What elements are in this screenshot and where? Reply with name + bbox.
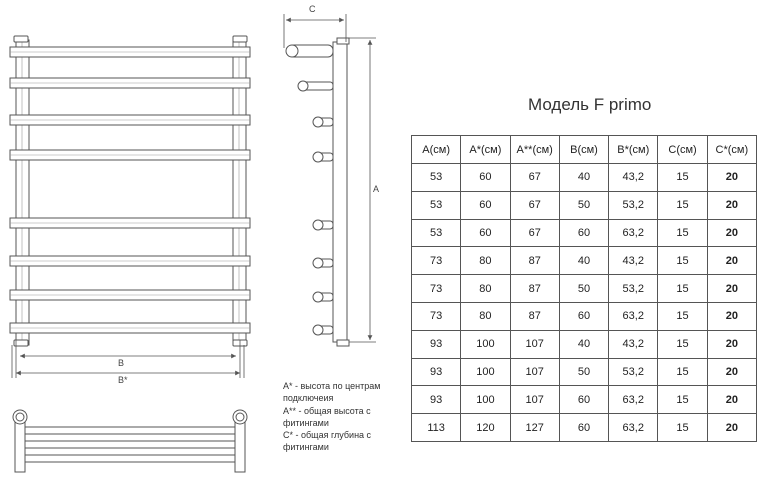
table-cell: 53,2 bbox=[609, 358, 658, 386]
table-cell: 63,2 bbox=[609, 302, 658, 330]
table-cell: 20 bbox=[707, 164, 756, 192]
table-cell: 15 bbox=[658, 302, 707, 330]
table-cell: 40 bbox=[559, 164, 608, 192]
dimension-notes bbox=[283, 380, 380, 454]
table-cell: 43,2 bbox=[609, 247, 658, 275]
table-cell: 73 bbox=[412, 247, 461, 275]
table-cell: 15 bbox=[658, 330, 707, 358]
table-cell: 80 bbox=[461, 247, 510, 275]
note-line: фитингами bbox=[283, 442, 329, 453]
table-cell: 67 bbox=[510, 191, 559, 219]
table-row bbox=[412, 386, 757, 414]
table-cell: 63,2 bbox=[609, 219, 658, 247]
height-dimension bbox=[349, 38, 376, 342]
side-view bbox=[286, 38, 349, 346]
note-line: фитингами bbox=[283, 417, 329, 428]
table-row bbox=[412, 330, 757, 358]
table-header-row bbox=[412, 136, 757, 164]
table-cell: 120 bbox=[461, 414, 510, 442]
header-cell: A**(см) bbox=[510, 136, 559, 164]
side-rungs bbox=[298, 81, 333, 335]
table-cell: 15 bbox=[658, 386, 707, 414]
table-cell: 50 bbox=[559, 191, 608, 219]
table-cell: 113 bbox=[412, 414, 461, 442]
header-cell: A(см) bbox=[412, 136, 461, 164]
width-dimensions bbox=[12, 340, 244, 378]
note-line: А** - общая высота с bbox=[283, 405, 371, 416]
table-cell: 93 bbox=[412, 358, 461, 386]
table-cell: 15 bbox=[658, 414, 707, 442]
table-cell: 15 bbox=[658, 275, 707, 303]
table-cell: 20 bbox=[707, 219, 756, 247]
table-cell: 127 bbox=[510, 414, 559, 442]
table-cell: 60 bbox=[461, 164, 510, 192]
dim-label-c: С bbox=[309, 4, 316, 14]
table-cell: 63,2 bbox=[609, 386, 658, 414]
dimensions-table bbox=[411, 135, 757, 442]
header-cell: A*(см) bbox=[461, 136, 510, 164]
note-line: подключеия bbox=[283, 393, 334, 404]
table-cell: 50 bbox=[559, 275, 608, 303]
dim-label-b: В bbox=[118, 358, 125, 368]
table-cell: 60 bbox=[559, 386, 608, 414]
note-line: А* - высота по центрам bbox=[283, 381, 381, 391]
table-cell: 87 bbox=[510, 275, 559, 303]
table-cell: 40 bbox=[559, 330, 608, 358]
table-cell: 20 bbox=[707, 302, 756, 330]
table-cell: 53 bbox=[412, 191, 461, 219]
table-cell: 73 bbox=[412, 275, 461, 303]
table-row bbox=[412, 247, 757, 275]
table-cell: 50 bbox=[559, 358, 608, 386]
header-cell: B(см) bbox=[559, 136, 608, 164]
table-cell: 60 bbox=[559, 219, 608, 247]
table-cell: 15 bbox=[658, 358, 707, 386]
table-cell: 63,2 bbox=[609, 414, 658, 442]
table-cell: 20 bbox=[707, 386, 756, 414]
table-row bbox=[412, 414, 757, 442]
table-cell: 15 bbox=[658, 219, 707, 247]
table-cell: 53 bbox=[412, 164, 461, 192]
table-row bbox=[412, 302, 757, 330]
table-cell: 100 bbox=[461, 330, 510, 358]
table-cell: 20 bbox=[707, 275, 756, 303]
table-cell: 43,2 bbox=[609, 330, 658, 358]
table-cell: 20 bbox=[707, 247, 756, 275]
table-cell: 73 bbox=[412, 302, 461, 330]
table-cell: 80 bbox=[461, 275, 510, 303]
table-cell: 43,2 bbox=[609, 164, 658, 192]
table-cell: 53 bbox=[412, 219, 461, 247]
table-cell: 60 bbox=[461, 191, 510, 219]
header-cell: B*(см) bbox=[609, 136, 658, 164]
table-cell: 53,2 bbox=[609, 191, 658, 219]
table-cell: 60 bbox=[559, 302, 608, 330]
header-cell: C*(см) bbox=[707, 136, 756, 164]
table-cell: 87 bbox=[510, 302, 559, 330]
dim-label-a: А bbox=[373, 184, 380, 194]
table-cell: 107 bbox=[510, 330, 559, 358]
table-cell: 67 bbox=[510, 164, 559, 192]
header-cell: C(см) bbox=[658, 136, 707, 164]
top-view bbox=[13, 410, 247, 472]
table-cell: 20 bbox=[707, 414, 756, 442]
table-row bbox=[412, 164, 757, 192]
table-cell: 20 bbox=[707, 330, 756, 358]
table-cell: 67 bbox=[510, 219, 559, 247]
table-cell: 20 bbox=[707, 191, 756, 219]
model-title: Модель F primo bbox=[528, 95, 652, 114]
rungs bbox=[10, 47, 250, 333]
table-cell: 80 bbox=[461, 302, 510, 330]
table-row bbox=[412, 275, 757, 303]
front-view bbox=[10, 36, 250, 346]
table-cell: 53,2 bbox=[609, 275, 658, 303]
note-line: С* - общая глубина с bbox=[283, 430, 372, 441]
table-cell: 40 bbox=[559, 247, 608, 275]
table-cell: 60 bbox=[559, 414, 608, 442]
table-cell: 60 bbox=[461, 219, 510, 247]
table-cell: 93 bbox=[412, 330, 461, 358]
table-cell: 87 bbox=[510, 247, 559, 275]
table-cell: 107 bbox=[510, 386, 559, 414]
table-cell: 20 bbox=[707, 358, 756, 386]
table-row bbox=[412, 219, 757, 247]
table-cell: 100 bbox=[461, 386, 510, 414]
dim-label-b-star: В* bbox=[118, 375, 128, 385]
table-cell: 15 bbox=[658, 247, 707, 275]
table-cell: 15 bbox=[658, 191, 707, 219]
table-cell: 15 bbox=[658, 164, 707, 192]
table-cell: 100 bbox=[461, 358, 510, 386]
table-cell: 93 bbox=[412, 386, 461, 414]
table-row bbox=[412, 358, 757, 386]
table-cell: 107 bbox=[510, 358, 559, 386]
table-row bbox=[412, 191, 757, 219]
